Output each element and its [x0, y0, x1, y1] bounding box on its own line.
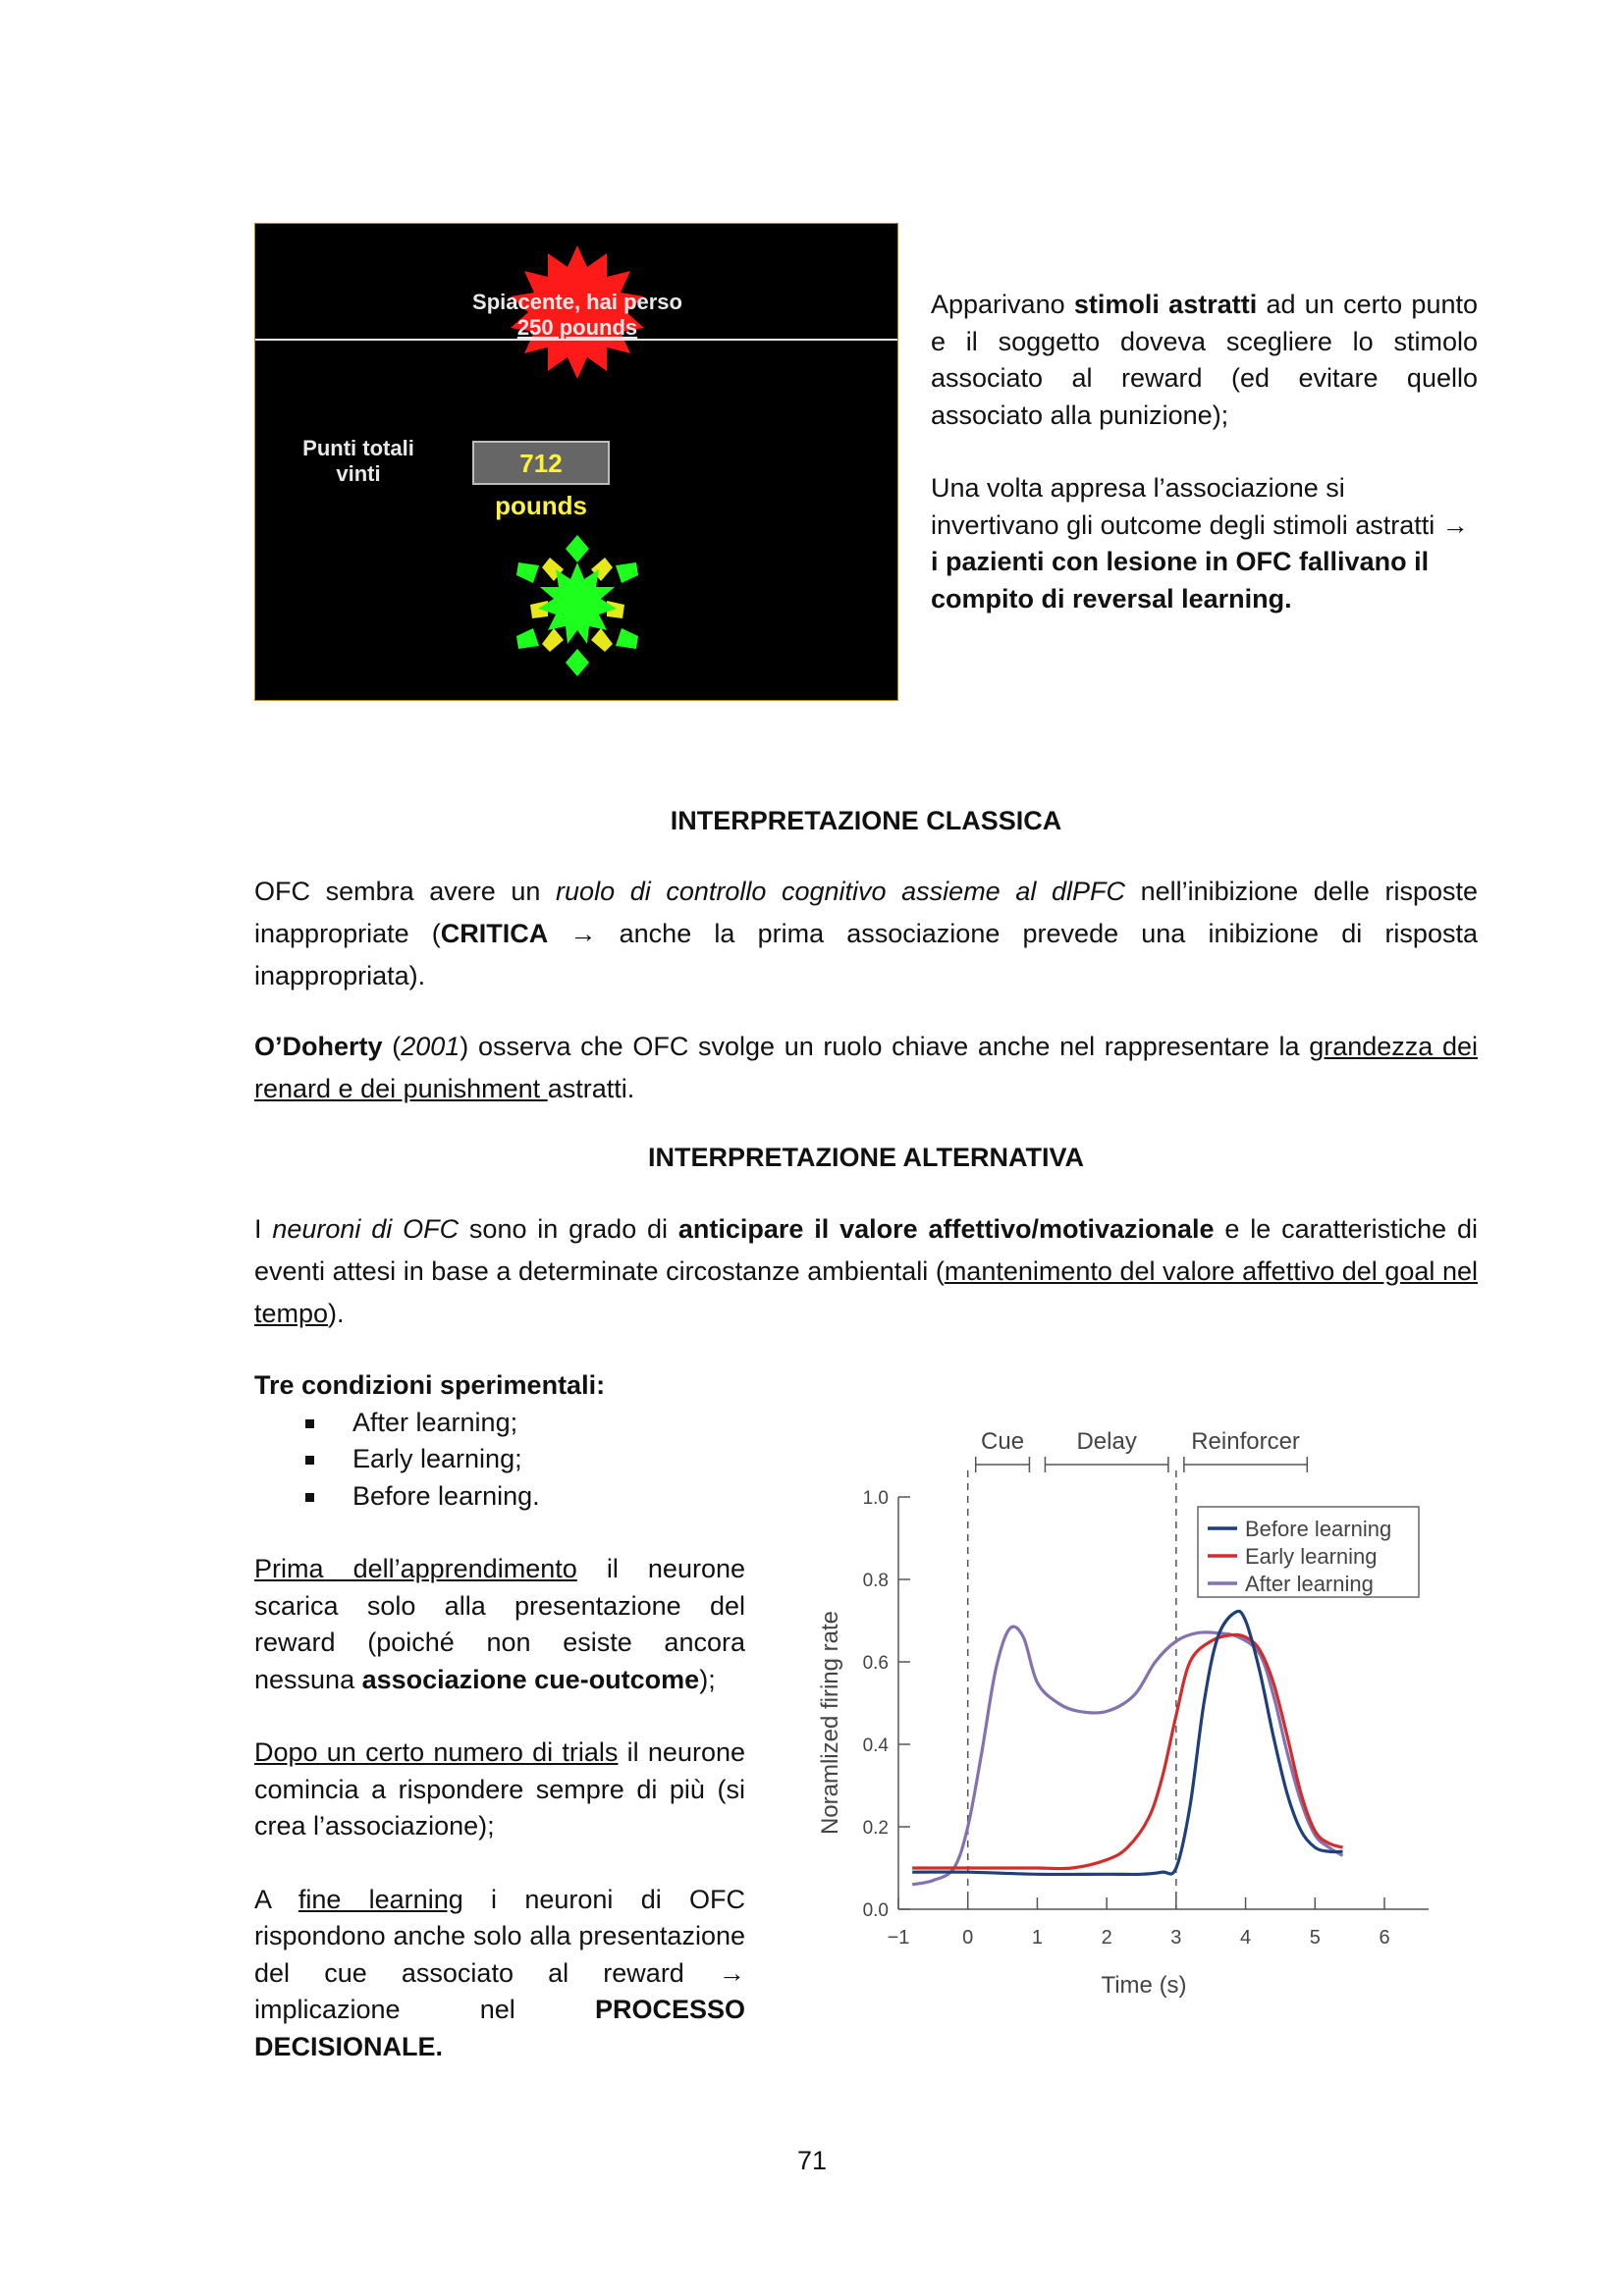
legend-label: After learning — [1245, 1572, 1374, 1596]
intro-p1-bold: stimoli astratti — [1073, 290, 1258, 319]
y-tick-label: 0.6 — [862, 1653, 889, 1674]
classica-p1-c: anche la prima associazione prevede una inibizione di risposta inappropriata). — [254, 919, 1478, 990]
game-screenshot — [254, 223, 898, 701]
alternativa-paragraph — [254, 1208, 1478, 1335]
alternativa-p1-b: sono in grado di — [459, 1214, 678, 1244]
series-line-before-learning — [912, 1611, 1342, 1874]
classica-p2-b: ) osserva che OFC svolge un ruolo chiave anche nel rappresentare la — [460, 1032, 1310, 1061]
list-item: Early learning; — [254, 1441, 804, 1478]
intro-paragraph-1 — [931, 287, 1478, 434]
classica-paragraph-2 — [254, 1026, 1478, 1110]
intro-text — [931, 287, 1478, 617]
y-tick-label: 1.0 — [862, 1488, 889, 1509]
heading-classica: INTERPRETAZIONE CLASSICA — [670, 806, 1062, 835]
total-points-value: 712 pounds — [472, 441, 610, 485]
y-tick-label: 0.4 — [862, 1735, 889, 1756]
intro-p2-bold: i pazienti con lesione in OFC fallivano il compito di reversal learning. — [931, 547, 1430, 614]
win-star-icon — [516, 535, 638, 676]
conditions-block — [254, 1367, 804, 1515]
x-tick-label: 6 — [1379, 1927, 1390, 1949]
x-tick-label: 5 — [1309, 1927, 1321, 1949]
y-tick-label: 0.8 — [862, 1571, 889, 1591]
x-tick-label: 4 — [1240, 1927, 1252, 1949]
explanation-before-underline: Prima dell’apprendimento — [254, 1554, 577, 1583]
explanation-after-c: implicazione nel — [254, 1995, 595, 2024]
intro-p2-pre: Una volta appresa l’associazione si invertivano gli outcome degli stimoli astratti — [931, 473, 1442, 540]
alternativa-p1-d: ). — [328, 1299, 345, 1328]
x-tick-label: 2 — [1101, 1927, 1112, 1949]
y-tick-label: 0.2 — [862, 1818, 889, 1839]
x-tick-label: 0 — [962, 1927, 974, 1949]
loss-line-2: 250 pounds — [516, 315, 638, 340]
explanation-after-b: i neuroni di OFC rispondono anche solo alla presentazione del cue associato al reward — [254, 1884, 745, 1988]
explanation-text — [254, 1551, 745, 2065]
y-tick-label: 0.0 — [862, 1900, 889, 1921]
classica-p1-bold: CRITICA — [440, 919, 548, 948]
arrow-icon: → — [719, 1957, 745, 1988]
heading-alternativa: INTERPRETAZIONE ALTERNATIVA — [648, 1143, 1084, 1172]
alternativa-p1-c: e le caratteristiche di eventi attesi in base a determinate circostanze ambientali ( — [254, 1214, 1478, 1286]
page-number: 71 — [796, 2146, 828, 2175]
explanation-before-b: ); — [699, 1664, 716, 1694]
explanation-during — [254, 1735, 745, 1845]
loss-message — [432, 290, 723, 341]
explanation-after-a: A — [254, 1884, 298, 1914]
explanation-before-bold: associazione cue-outcome — [361, 1664, 700, 1694]
alternativa-p1-a: I — [254, 1214, 273, 1244]
arrow-icon: → — [1441, 509, 1469, 540]
intro-p1-pre: Apparivano — [931, 290, 1074, 319]
arrow-icon: → — [547, 919, 620, 948]
x-axis-label: Time (s) — [1101, 1972, 1187, 1999]
phase-label: Reinforcer — [1191, 1428, 1300, 1455]
explanation-during-underline: Dopo un certo numero di trials — [254, 1737, 619, 1767]
classica-p1-a: OFC sembra avere un — [254, 877, 557, 906]
classica-p1-italic: ruolo di controllo cognitivo assieme al dlPFC — [556, 877, 1125, 906]
explanation-during-a: il neurone comincia a rispondere sempre di più (si crea l’associazione); — [254, 1737, 746, 1841]
explanation-before-a: il neurone scarica solo alla presentazione del reward (poiché non esiste ancora nessuna — [254, 1554, 745, 1694]
total-points-label — [275, 436, 442, 487]
list-item: Before learning. — [254, 1478, 804, 1516]
conditions-list — [254, 1405, 804, 1516]
explanation-after-underline: fine learning — [298, 1884, 463, 1914]
x-tick-label: 1 — [1031, 1927, 1043, 1949]
classica-p2-italic: 2001 — [401, 1032, 460, 1061]
x-tick-label: 3 — [1170, 1927, 1182, 1949]
firing-rate-chart — [795, 1414, 1443, 2022]
y-axis-label: Noramlized firing rate — [817, 1610, 843, 1836]
phase-label: Delay — [1076, 1428, 1137, 1455]
total-label-line-2: vinti — [336, 461, 381, 486]
classica-p1-b: nell’inibizione delle risposte inappropriate ( — [254, 877, 1478, 948]
total-label-line-1: Punti totali — [302, 436, 414, 460]
alternativa-p1-underline: mantenimento del valore affettivo del goal nel tempo — [254, 1256, 1478, 1328]
list-item: After learning; — [254, 1405, 804, 1442]
explanation-before — [254, 1551, 745, 1698]
x-tick-label: −1 — [887, 1927, 910, 1949]
alternativa-p1-bold: anticipare il valore affettivo/motivazionale — [677, 1214, 1215, 1244]
intro-p1-post: ad un certo punto e il soggetto doveva scegliere lo stimolo associato al reward (ed evitare quello associato alla punizione); — [931, 290, 1478, 430]
legend-label: Before learning — [1245, 1517, 1392, 1541]
conditions-title: Tre condizioni sperimentali: — [254, 1370, 606, 1400]
legend-label: Early learning — [1245, 1544, 1378, 1569]
classica-p2-bold: O’Doherty — [254, 1032, 383, 1061]
loss-line-1: Spiacente, hai perso — [472, 290, 682, 314]
classica-p2-underline: grandezza dei renard e dei punishment — [254, 1032, 1479, 1103]
alternativa-p1-italic: neuroni di OFC — [272, 1214, 460, 1244]
phase-label: Cue — [981, 1428, 1025, 1455]
intro-paragraph-2 — [931, 470, 1478, 617]
classica-p2-c: astratti. — [547, 1074, 635, 1103]
explanation-after — [254, 1882, 745, 2066]
classica-paragraph-1 — [254, 871, 1478, 997]
classica-p2-a: ( — [382, 1032, 402, 1061]
explanation-after-bold: PROCESSO DECISIONALE. — [254, 1995, 745, 2061]
